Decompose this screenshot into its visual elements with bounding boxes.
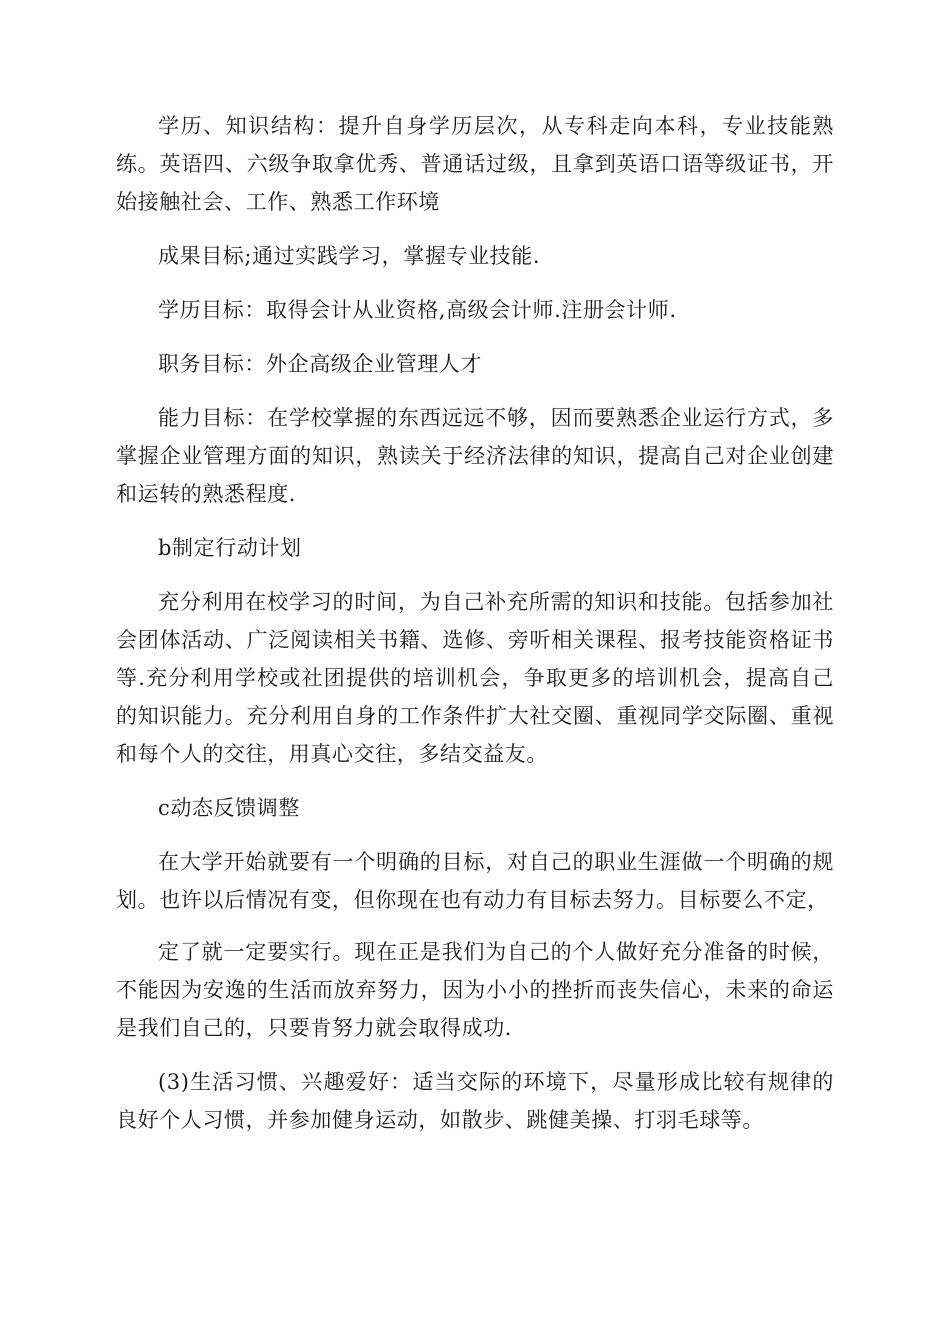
paragraph-education-knowledge: 学历、知识结构：提升自身学历层次，从专科走向本科，专业技能熟练。英语四、六级争取拿优秀、普通话过级，且拿到英语口语等级证书，开始接触社会、工作、熟悉工作环境 <box>116 114 834 214</box>
paragraph-position-goal: 职务目标：外企高级企业管理人才 <box>158 352 482 376</box>
document-body <box>116 107 834 1155</box>
paragraph-achievement-goal: 成果目标;通过实践学习，掌握专业技能. <box>158 244 541 268</box>
paragraph-education-goal: 学历目标：取得会计从业资格,高级会计师.注册会计师. <box>158 298 677 322</box>
paragraph-commitment: 定了就一定要实行。现在正是我们为自己的个人做好充分准备的时候，不能因为安逸的生活而放弃努力，因为小小的挫折而丧失信心，未来的命运是我们自己的，只要肯努力就会取得成功. <box>116 940 834 1040</box>
section-heading-action-plan: b制定行动计划 <box>158 536 302 560</box>
paragraph-habits-interests: (3)生活习惯、兴趣爱好：适当交际的环境下，尽量形成比较有规律的良好个人习惯，并参加健身运动，如散步、跳健美操、打羽毛球等。 <box>116 1070 834 1132</box>
paragraph-clear-goal: 在大学开始就要有一个明确的目标，对自己的职业生涯做一个明确的规划。也许以后情况有变，但你现在也有动力有目标去努力。目标要么不定， <box>116 850 834 912</box>
paragraph-ability-goal: 能力目标：在学校掌握的东西远远不够，因而要熟悉企业运行方式，多掌握企业管理方面的知识，熟读关于经济法律的知识，提高自己对企业创建和运转的熟悉程度. <box>116 406 834 506</box>
section-heading-feedback-adjustment: c动态反馈调整 <box>158 796 300 820</box>
paragraph-action-plan: 充分利用在校学习的时间，为自己补充所需的知识和技能。包括参加社会团体活动、广泛阅读相关书籍、选修、旁听相关课程、报考技能资格证书等.充分利用学校或社团提供的培训机会，争取更多的培训机会，提高自己的知识能力。充分利用自身的工作条件扩大社交圈、重视同学交际圈、重视和每个人的交往，用真心交往，多结交益友。 <box>116 590 834 766</box>
